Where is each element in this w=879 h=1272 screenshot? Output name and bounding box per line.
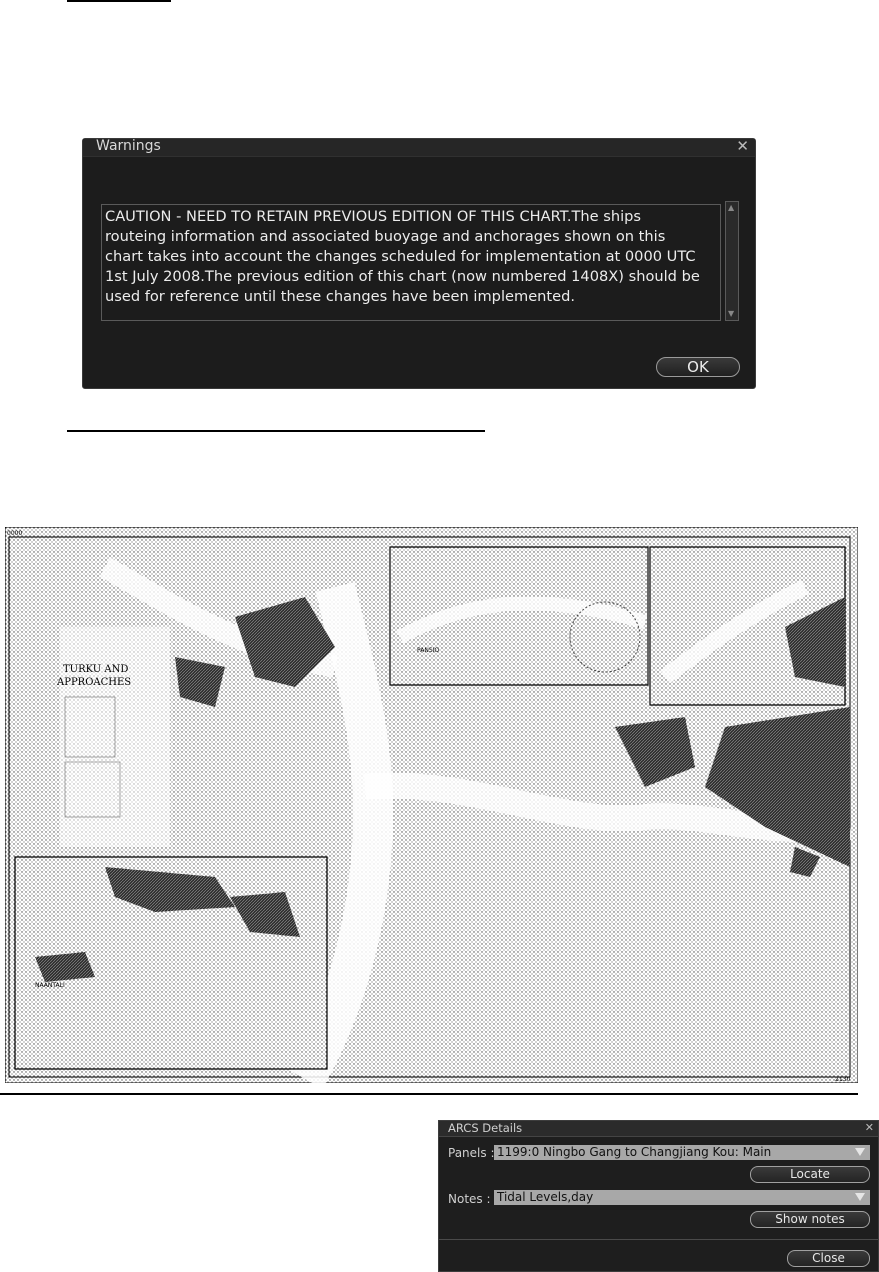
locate-button[interactable]: Locate	[750, 1166, 870, 1183]
warnings-title-bar	[83, 139, 755, 157]
close-icon[interactable]: ✕	[864, 1121, 874, 1134]
panels-dropdown-value: 1199:0 Ningbo Gang to Changjiang Kou: Main	[497, 1145, 772, 1159]
chart-title-line2: APPROACHES	[57, 677, 132, 688]
nautical-chart-image	[5, 527, 858, 1083]
warnings-dialog	[82, 138, 756, 389]
warning-message-text: CAUTION - NEED TO RETAIN PREVIOUS EDITION OF THIS CHART.The ships routeing information and associated buoyage and anchorages shown on this chart takes into account the changes scheduled for implementation at 0000 UTC 1st July 2008.The previous edition of this chart (now numbered 1408X) should be used for reference until these changes have been implemented.	[105, 208, 700, 305]
chart-corner-label-br: 2130	[835, 1076, 851, 1083]
inset-b-label: PANSIO	[417, 647, 440, 654]
warning-scrollbar[interactable]	[725, 201, 739, 321]
close-icon[interactable]: ✕	[736, 137, 749, 155]
notes-dropdown-value: Tidal Levels,day	[497, 1190, 594, 1204]
panels-dropdown[interactable]	[494, 1145, 870, 1160]
notes-dropdown[interactable]	[494, 1190, 870, 1205]
scroll-down-icon[interactable]: ▼	[728, 309, 735, 318]
chart-bottom-rule	[0, 1093, 858, 1095]
close-button[interactable]: Close	[787, 1250, 870, 1267]
chevron-down-icon	[855, 1148, 865, 1156]
inset-a-label: NAANTALI	[35, 982, 65, 989]
ok-button[interactable]: OK	[656, 357, 740, 377]
notes-label: Notes :	[448, 1192, 491, 1206]
warning-message-box[interactable]	[101, 204, 721, 321]
top-underline	[67, 0, 171, 2]
warnings-title: Warnings	[96, 138, 161, 154]
section-underline	[67, 430, 485, 432]
chart-corner-label-tl: 0000	[7, 530, 23, 537]
arcs-title: ARCS Details	[448, 1121, 523, 1135]
panels-label: Panels :	[448, 1146, 495, 1160]
arcs-separator	[439, 1239, 878, 1240]
arcs-details-dialog	[438, 1120, 879, 1272]
show-notes-button[interactable]: Show notes	[750, 1211, 870, 1228]
chart-title-line1: TURKU AND	[63, 664, 129, 675]
scroll-up-icon[interactable]: ▲	[728, 203, 735, 212]
chevron-down-icon	[855, 1193, 865, 1201]
arcs-title-bar	[439, 1121, 878, 1137]
